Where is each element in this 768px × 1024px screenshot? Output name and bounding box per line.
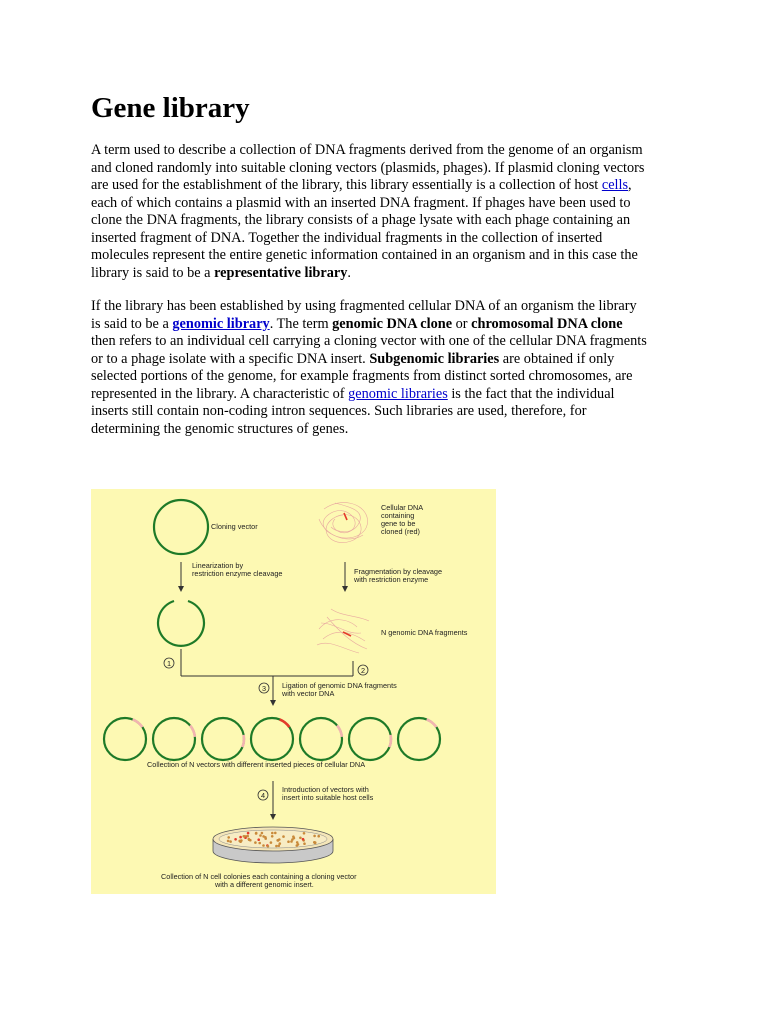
fragmentation-label: Fragmentation by cleavage with restriction enzyme [354,567,443,584]
colony [227,836,230,839]
petri-dish [213,827,333,863]
paragraph-line [91,247,691,265]
recombinant-vector [153,718,195,760]
paragraph-line [91,265,691,283]
text-run: are used for the establishment of the library, this library essentially is a collection of host [91,177,602,193]
arrow-head [178,586,184,592]
genomic-fragments [317,609,369,653]
colony [234,838,237,841]
text-run: is the fact that the individual [447,385,615,402]
colony [264,837,267,840]
colony [248,838,251,841]
gene-highlight [344,513,347,520]
page-title: Gene library [91,92,250,124]
recombinant-vector [300,718,342,760]
colony [262,844,265,847]
paragraph-line [91,160,691,178]
arrow-head [270,700,276,706]
colony [257,838,260,841]
colony [262,835,265,838]
dna-insert [337,725,342,736]
cloning-vector-circle [154,500,208,554]
colony [255,832,258,835]
colony [282,835,285,838]
colony [271,835,274,838]
colony [278,845,281,848]
arrow-head [270,814,276,820]
colony [278,838,281,841]
paragraph-line [91,177,691,195]
term-genomic-dna-clone: genomic DNA clone [332,315,453,332]
colony [258,842,261,845]
diagram-canvas [91,489,496,894]
paragraph-line [91,386,691,404]
linearization-label: Linearization by restriction enzyme cleavage [192,561,283,578]
introduction-label: Introduction of vectors with insert into suitable host cells [282,785,374,802]
dna-insert [133,719,143,727]
step-4-number: 4 [261,791,266,800]
colony [259,834,262,837]
text-run: inserted fragment of DNA. Together the individual fragments in the collection of inserted [91,229,603,246]
paragraph-line: selected portions of the genome, for example fragments from distinct sorted chromosomes, are [91,368,633,384]
fragments-label: N genomic DNA fragments [381,628,468,637]
colony [287,840,290,843]
term-chromosomal-dna-clone: chromosomal DNA clone [471,315,623,332]
text-run: , [628,177,632,193]
colony [254,841,257,844]
colony [247,832,250,835]
paragraph-line: then refers to an individual cell carrying a cloning vector with one of the cellular DNA fragments [91,333,647,349]
collection-vectors-label: Collection of N vectors with different inserted pieces of cellular DNA [147,760,366,769]
colony [267,845,270,848]
paragraph-line [91,195,691,213]
intro-paragraph [91,142,691,282]
colonies-label: Collection of N cell colonies each containing a cloning vector with a different genomic insert. [161,872,357,889]
colony [314,842,317,845]
colony [240,839,243,842]
colony [271,832,274,835]
recombinant-vector [349,718,391,760]
text-run: clone the DNA fragments, the library consists of a phage lysate with each phage containing an [91,212,631,228]
colony [317,835,320,838]
dna-insert [242,735,244,747]
ligation-label: Ligation of genomic DNA fragments with vector DNA [282,681,397,698]
cloning-vector-label: Cloning vector [211,522,258,531]
colony [292,835,295,838]
colony [313,835,316,838]
cellular-dna-tangle [319,503,368,543]
paragraph-line [91,212,691,230]
dna-insert [427,719,437,727]
step-2-number: 2 [361,666,366,675]
dna-insert [389,735,391,747]
colony [297,843,300,846]
text-run: molecules represent the entire genetic information contained in an organism and in this case the [91,247,638,263]
colony [243,835,246,838]
text-run: and cloned randomly into suitable cloning vectors (plasmids, phages). If plasmid cloning vectors [91,159,645,176]
recombinant-vector [202,718,244,760]
text-run: library is said to be a [91,264,215,281]
colony [291,838,294,841]
genomic-library-paragraph [91,298,691,438]
paragraph-line [91,351,691,369]
recombinant-vector-row [104,718,440,760]
text-run: . The term [269,315,333,332]
genomic-libraries-link[interactable]: genomic libraries [348,385,448,402]
gene-library-diagram [91,489,496,894]
colony [299,837,302,840]
text-run: each of which contains a plasmid with an inserted DNA fragment. If phages have been used to [91,194,631,211]
text-run: are obtained if only [499,350,615,367]
colony [303,832,306,835]
step-1-number: 1 [167,659,172,668]
colony [227,840,230,843]
text-run: is said to be a [91,315,173,332]
colony [270,841,273,844]
paragraph-line: If the library has been established by using fragmented cellular DNA of an organism the library [91,298,637,314]
dna-insert [190,725,195,736]
cells-link[interactable]: cells [601,177,629,193]
paragraph-line: inserts still contain non-coding intron sequences. Such libraries are used, therefore, for [91,403,587,419]
dna-insert [280,719,290,727]
text-run: . [347,264,351,281]
arrow-head [342,586,348,592]
colony [246,835,249,838]
cellular-dna-label: Cellular DNA containing gene to be cloned (red) [381,503,423,536]
linearized-vector [158,601,204,646]
step-3-number: 3 [262,684,267,693]
genomic-library-link[interactable]: genomic library [172,315,270,332]
colony [274,832,277,835]
colony [275,845,278,848]
colony [229,840,232,843]
paragraph-line [91,230,691,248]
paragraph-line [91,142,691,160]
term-representative-library: representative library [214,264,348,281]
colony [302,838,305,841]
text-run: represented in the library. A characteristic of [91,385,349,402]
text-run: A term used to describe a collection of DNA fragments derived from the genome of an organism [91,142,643,158]
text-run: or to a phage isolate with a specific DNA insert. [91,350,370,367]
term-subgenomic-libraries: Subgenomic libraries [369,350,500,367]
paragraph-line: determining the genomic structures of genes. [91,420,349,437]
paragraph-line [91,316,691,334]
colony [303,842,306,845]
colony [239,836,242,839]
colony [261,832,264,835]
text-run: or [452,315,472,332]
